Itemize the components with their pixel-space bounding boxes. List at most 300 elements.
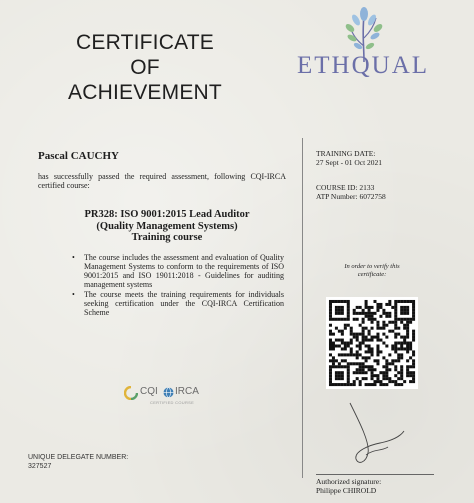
qr-module <box>353 380 356 383</box>
qr-module <box>359 324 362 327</box>
qr-module <box>406 359 409 362</box>
irca-text: IRCA <box>175 386 199 397</box>
qr-module <box>406 342 409 345</box>
qr-module <box>335 383 338 386</box>
bullet-text: The course meets the training requirements for individuals seeking certification under the CQI-IRCA Certification Scheme <box>84 290 284 317</box>
qr-module <box>329 339 332 342</box>
qr-module <box>412 371 415 374</box>
qr-module <box>388 377 391 380</box>
qr-module <box>359 362 362 365</box>
qr-module <box>332 356 335 359</box>
qr-module <box>356 371 359 374</box>
qr-module <box>388 362 391 365</box>
qr-module <box>397 377 400 380</box>
intro-text: has successfully passed the required assessment, following CQI-IRCA certified course: <box>38 172 286 190</box>
qr-module <box>376 303 379 306</box>
qr-module <box>394 350 397 353</box>
qr-module <box>362 330 365 333</box>
qr-module <box>329 309 332 312</box>
qr-module <box>385 377 388 380</box>
qr-module <box>353 309 356 312</box>
qr-module <box>335 318 338 321</box>
qr-module <box>356 350 359 353</box>
qr-module <box>356 336 359 339</box>
qr-module <box>371 350 374 353</box>
qr-module <box>362 371 365 374</box>
qr-module <box>365 339 368 342</box>
qr-module <box>338 344 341 347</box>
qr-module <box>353 353 356 356</box>
qr-code[interactable] <box>326 297 418 389</box>
qr-module <box>385 344 388 347</box>
qr-module <box>356 368 359 371</box>
qr-module <box>359 306 362 309</box>
qr-module <box>382 312 385 315</box>
qr-module <box>350 362 353 365</box>
qr-module <box>400 374 403 377</box>
qr-module <box>388 380 391 383</box>
qr-module <box>412 362 415 365</box>
cqi-irca-logo <box>124 386 200 410</box>
course-title-line-2: (Quality Management Systems) <box>96 220 238 232</box>
qr-module <box>376 324 379 327</box>
qr-module <box>388 303 391 306</box>
course-id: COURSE ID: 2133 <box>316 183 375 192</box>
qr-module <box>341 309 344 312</box>
qr-module <box>406 368 409 371</box>
qr-module <box>344 300 347 303</box>
qr-module <box>335 327 338 330</box>
qr-module <box>403 300 406 303</box>
qr-module <box>394 342 397 345</box>
qr-module <box>412 315 415 318</box>
qr-module <box>356 344 359 347</box>
qr-module <box>382 383 385 386</box>
qr-module <box>332 383 335 386</box>
qr-module <box>359 368 362 371</box>
qr-module <box>403 312 406 315</box>
qr-module <box>406 374 409 377</box>
qr-module <box>365 312 368 315</box>
training-date-value: 27 Sept - 01 Oct 2021 <box>316 158 383 167</box>
qr-module <box>341 306 344 309</box>
qr-module <box>350 327 353 330</box>
qr-module <box>362 327 365 330</box>
qr-module <box>382 321 385 324</box>
qr-module <box>332 318 335 321</box>
qr-module <box>376 309 379 312</box>
qr-module <box>344 365 347 368</box>
qr-module <box>400 365 403 368</box>
delegate-number: 327527 <box>28 463 52 470</box>
qr-module <box>359 333 362 336</box>
qr-module <box>412 380 415 383</box>
qr-module <box>397 356 400 359</box>
qr-module <box>373 374 376 377</box>
qr-module <box>332 342 335 345</box>
qr-module <box>344 344 347 347</box>
qr-module <box>329 359 332 362</box>
qr-module <box>371 306 374 309</box>
qr-module <box>356 353 359 356</box>
qr-module <box>397 333 400 336</box>
qr-module <box>344 327 347 330</box>
qr-module <box>406 365 409 368</box>
qr-module <box>376 336 379 339</box>
qr-module <box>329 347 332 350</box>
qr-module <box>391 330 394 333</box>
qr-module <box>350 383 353 386</box>
qr-module <box>394 303 397 306</box>
qr-module <box>359 365 362 368</box>
qr-module <box>376 353 379 356</box>
qr-module <box>356 377 359 380</box>
qr-module <box>335 344 338 347</box>
qr-module <box>365 359 368 362</box>
bullet-item <box>72 290 284 317</box>
qr-module <box>379 383 382 386</box>
qr-module <box>391 347 394 350</box>
qr-module <box>353 318 356 321</box>
qr-module <box>409 374 412 377</box>
qr-module <box>400 318 403 321</box>
qr-module <box>365 336 368 339</box>
qr-module <box>335 374 338 377</box>
qr-module <box>391 306 394 309</box>
qr-module <box>332 333 335 336</box>
qr-module <box>365 303 368 306</box>
qr-module <box>368 356 371 359</box>
qr-module <box>406 306 409 309</box>
qr-module <box>362 309 365 312</box>
qr-module <box>400 353 403 356</box>
qr-module <box>376 374 379 377</box>
qr-module <box>341 342 344 345</box>
qr-module <box>379 339 382 342</box>
qr-module <box>371 315 374 318</box>
bullet-text: The course includes the assessment and evaluation of Quality Management Systems to conform to the requirements of ISO 9001:2015 and ISO 19011:2018 - Guidelines for auditing management systems <box>84 253 284 289</box>
qr-module <box>338 362 341 365</box>
qr-module <box>412 339 415 342</box>
qr-module <box>385 374 388 377</box>
qr-module <box>379 371 382 374</box>
qr-module <box>368 330 371 333</box>
qr-module <box>329 330 332 333</box>
qr-module <box>347 377 350 380</box>
qr-module <box>329 342 332 345</box>
qr-module <box>371 371 374 374</box>
qr-module <box>400 344 403 347</box>
qr-module <box>329 344 332 347</box>
qr-module <box>382 327 385 330</box>
qr-module <box>353 333 356 336</box>
qr-module <box>362 377 365 380</box>
qr-module <box>406 371 409 374</box>
qr-module <box>373 383 376 386</box>
qr-module <box>356 312 359 315</box>
course-title <box>52 209 282 244</box>
qr-module <box>406 350 409 353</box>
qr-module <box>406 347 409 350</box>
qr-module <box>379 303 382 306</box>
qr-module <box>400 377 403 380</box>
qr-module <box>338 371 341 374</box>
qr-module <box>400 321 403 324</box>
qr-module <box>332 300 335 303</box>
qr-module <box>382 356 385 359</box>
qr-module <box>391 321 394 324</box>
qr-module <box>412 318 415 321</box>
qr-module <box>385 336 388 339</box>
qr-module <box>368 333 371 336</box>
qr-module <box>341 330 344 333</box>
qr-module <box>362 356 365 359</box>
qr-module <box>412 333 415 336</box>
qr-module <box>362 362 365 365</box>
qr-module <box>388 315 391 318</box>
qr-module <box>365 350 368 353</box>
qr-module <box>335 377 338 380</box>
qr-module <box>385 315 388 318</box>
vertical-divider <box>302 138 303 478</box>
qr-module <box>382 371 385 374</box>
qr-module <box>406 324 409 327</box>
cqi-mark-icon <box>124 386 138 400</box>
qr-module <box>332 344 335 347</box>
qr-module <box>412 359 415 362</box>
qr-module <box>329 312 332 315</box>
qr-module <box>382 365 385 368</box>
qr-module <box>335 306 338 309</box>
qr-module <box>409 318 412 321</box>
qr-module <box>350 347 353 350</box>
qr-module <box>403 380 406 383</box>
qr-module <box>338 330 341 333</box>
qr-module <box>332 362 335 365</box>
qr-module <box>329 300 332 303</box>
qr-module <box>403 347 406 350</box>
qr-module <box>394 347 397 350</box>
qr-module <box>365 344 368 347</box>
qr-module <box>329 353 332 356</box>
qr-module <box>394 333 397 336</box>
delegate-block <box>28 453 128 471</box>
qr-module <box>394 300 397 303</box>
qr-module <box>406 336 409 339</box>
qr-module <box>400 347 403 350</box>
qr-module <box>359 347 362 350</box>
qr-module <box>341 383 344 386</box>
qr-module <box>397 359 400 362</box>
qr-module <box>341 359 344 362</box>
qr-module <box>338 374 341 377</box>
qr-module <box>388 353 391 356</box>
qr-module <box>347 353 350 356</box>
qr-module <box>409 365 412 368</box>
qr-module <box>385 383 388 386</box>
qr-module <box>376 327 379 330</box>
qr-module <box>350 342 353 345</box>
qr-module <box>400 300 403 303</box>
qr-module <box>403 324 406 327</box>
qr-module <box>344 383 347 386</box>
qr-module <box>385 303 388 306</box>
qr-module <box>397 342 400 345</box>
qr-module <box>332 359 335 362</box>
qr-module <box>394 306 397 309</box>
qr-module <box>368 339 371 342</box>
qr-module <box>397 371 400 374</box>
qr-module <box>335 312 338 315</box>
title-line-2: ACHIEVEMENT <box>68 81 222 104</box>
qr-module <box>350 333 353 336</box>
qr-module <box>409 371 412 374</box>
qr-module <box>371 365 374 368</box>
qr-module <box>397 318 400 321</box>
qr-module <box>347 324 350 327</box>
qr-module <box>347 344 350 347</box>
signature-block <box>316 477 381 495</box>
qr-module <box>350 339 353 342</box>
qr-module <box>394 383 397 386</box>
qr-module <box>362 365 365 368</box>
qr-module <box>412 365 415 368</box>
qr-module <box>347 303 350 306</box>
bullet-dot: • <box>72 290 75 299</box>
qr-module <box>376 339 379 342</box>
qr-module <box>329 368 332 371</box>
qr-module <box>338 339 341 342</box>
irca-globe-icon <box>163 387 174 398</box>
qr-module <box>356 339 359 342</box>
qr-module <box>341 339 344 342</box>
qr-module <box>341 374 344 377</box>
qr-module <box>406 321 409 324</box>
qr-module <box>365 356 368 359</box>
qr-module <box>368 347 371 350</box>
qr-module <box>365 306 368 309</box>
qr-module <box>362 336 365 339</box>
qr-module <box>400 336 403 339</box>
qr-module <box>371 339 374 342</box>
ethqual-logo <box>288 6 438 80</box>
qr-module <box>353 383 356 386</box>
qr-module <box>397 327 400 330</box>
qr-module <box>368 365 371 368</box>
qr-module <box>388 321 391 324</box>
qr-module <box>376 347 379 350</box>
qr-module <box>400 368 403 371</box>
qr-module <box>365 300 368 303</box>
qr-module <box>406 333 409 336</box>
qr-module <box>385 359 388 362</box>
atp-number: ATP Number: 6072758 <box>316 192 386 201</box>
qr-module <box>379 350 382 353</box>
qr-module <box>329 371 332 374</box>
qr-module <box>356 362 359 365</box>
qr-module <box>371 327 374 330</box>
qr-module <box>394 336 397 339</box>
qr-module <box>382 377 385 380</box>
qr-module <box>338 312 341 315</box>
qr-module <box>373 300 376 303</box>
signature-icon <box>330 393 420 473</box>
qr-module <box>391 380 394 383</box>
qr-module <box>347 368 350 371</box>
qr-module <box>376 344 379 347</box>
qr-module <box>347 380 350 383</box>
qr-module <box>409 344 412 347</box>
qr-module <box>394 374 397 377</box>
qr-module <box>385 324 388 327</box>
qr-module <box>371 374 374 377</box>
qr-module <box>388 330 391 333</box>
qr-module <box>329 333 332 336</box>
qr-module <box>368 350 371 353</box>
qr-module <box>406 318 409 321</box>
qr-module <box>359 344 362 347</box>
signatory-name: Philippe CHIROLD <box>316 486 377 495</box>
qr-module <box>403 342 406 345</box>
qr-module <box>409 300 412 303</box>
qr-module <box>329 374 332 377</box>
qr-module <box>353 312 356 315</box>
qr-module <box>400 342 403 345</box>
qr-module <box>394 368 397 371</box>
qr-module <box>344 353 347 356</box>
qr-module <box>329 315 332 318</box>
qr-module <box>403 339 406 342</box>
qr-module <box>350 353 353 356</box>
qr-module <box>385 312 388 315</box>
qr-module <box>412 374 415 377</box>
bullet-dot: • <box>72 253 75 262</box>
qr-module <box>373 312 376 315</box>
qr-module <box>344 318 347 321</box>
verify-text: In order to verify this certificate: <box>344 263 400 278</box>
qr-module <box>362 333 365 336</box>
qr-module <box>344 342 347 345</box>
qr-module <box>403 336 406 339</box>
delegate-label: UNIQUE DELEGATE NUMBER: <box>28 454 129 461</box>
qr-module <box>406 344 409 347</box>
qr-module <box>400 356 403 359</box>
qr-module <box>403 318 406 321</box>
qr-module <box>368 306 371 309</box>
qr-module <box>338 383 341 386</box>
qr-module <box>371 353 374 356</box>
qr-module <box>368 368 371 371</box>
qr-module <box>371 368 374 371</box>
qr-module <box>335 359 338 362</box>
qr-module <box>385 362 388 365</box>
qr-module <box>394 327 397 330</box>
qr-module <box>344 359 347 362</box>
qr-module <box>359 383 362 386</box>
qr-module <box>412 300 415 303</box>
qr-module <box>379 380 382 383</box>
qr-module <box>362 368 365 371</box>
qr-module <box>376 380 379 383</box>
qr-module <box>400 312 403 315</box>
qr-module <box>371 383 374 386</box>
course-title-line-1: PR328: ISO 9001:2015 Lead Auditor <box>84 209 250 220</box>
qr-module <box>341 371 344 374</box>
qr-module <box>341 353 344 356</box>
qr-module <box>388 300 391 303</box>
qr-module <box>403 306 406 309</box>
qr-module <box>341 333 344 336</box>
